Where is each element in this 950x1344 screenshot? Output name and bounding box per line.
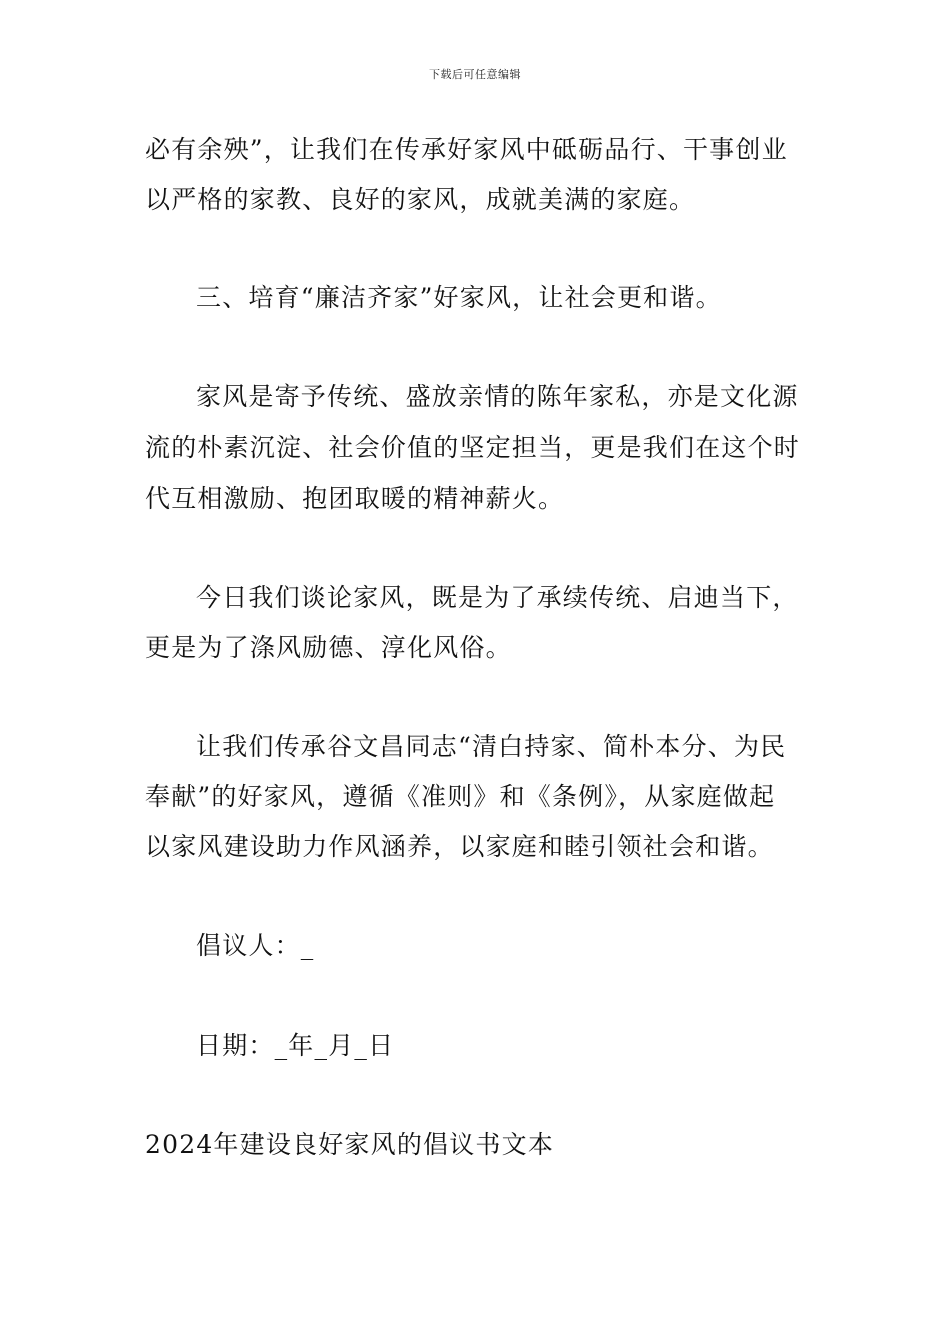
date-line: 日期：_年_月_日	[196, 1031, 395, 1060]
page-header: 下载后可任意编辑	[429, 68, 521, 81]
section-heading: 三、培育“廉洁齐家”好家风，让社会更和谐。	[196, 283, 722, 312]
initiator-line: 倡议人：_	[196, 931, 315, 960]
text-line: 让我们传承谷文昌同志“清白持家、简朴本分、为民	[196, 732, 787, 761]
text-line: 家风是寄予传统、盛放亲情的陈年家私，亦是文化源	[196, 382, 799, 411]
document-title: 2024年建设良好家风的倡议书文本	[145, 1130, 555, 1159]
text-line: 必有余殃”，让我们在传承好家风中砥砺品行、干事创业	[145, 135, 788, 164]
text-line: 更是为了涤风励德、淳化风俗。	[145, 633, 512, 662]
text-line: 以家风建设助力作风涵养，以家庭和睦引领社会和谐。	[145, 832, 774, 861]
text-line: 流的朴素沉淀、社会价值的坚定担当，更是我们在这个时	[145, 433, 801, 462]
text-line: 以严格的家教、良好的家风，成就美满的家庭。	[145, 185, 696, 214]
text-line: 今日我们谈论家风，既是为了承续传统、启迪当下，	[196, 583, 799, 612]
text-line: 奉献”的好家风，遵循《准则》和《条例》，从家庭做起	[145, 782, 776, 811]
text-line: 代互相激励、抱团取暖的精神薪火。	[145, 484, 565, 513]
